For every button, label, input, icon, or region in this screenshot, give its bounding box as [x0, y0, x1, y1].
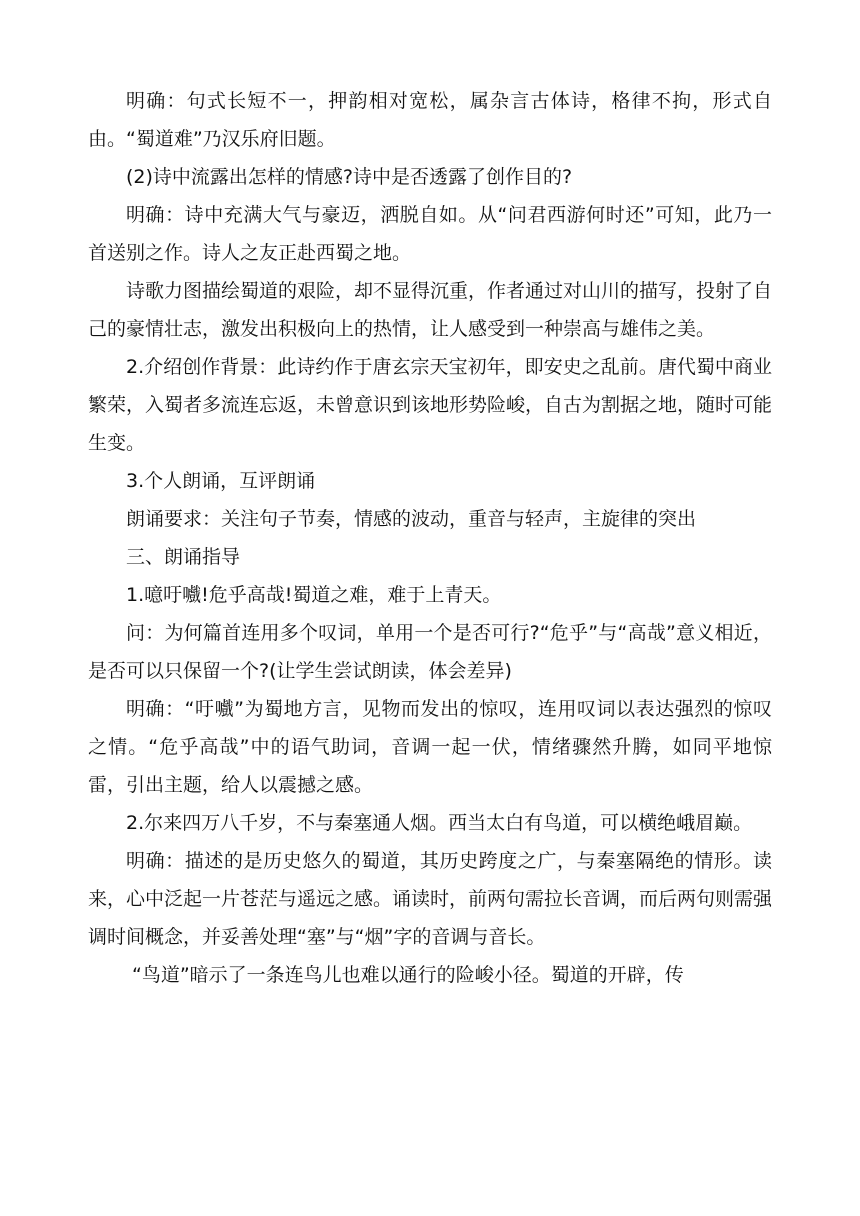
paragraph-line-1: 1.噫吁嚱!危乎高哉!蜀道之难，难于上青天。 — [126, 584, 502, 606]
paragraph-poem-description: 诗歌力图描绘蜀道的艰险，却不显得沉重，作者通过对山川的描写，投射了自己的豪情壮志，激发出积极向上的热情，让人感受到一种崇高与雄伟之美。 — [88, 280, 773, 340]
paragraph-line-2: 2.尔来四万八千岁，不与秦塞通人烟。西当太白有鸟道，可以横绝峨眉巅。 — [126, 812, 753, 834]
paragraph-history-answer: 明确：描述的是历史悠久的蜀道，其历史跨度之广，与秦塞隔绝的情形。读来，心中泛起一片苍茫与遥远之感。诵读时，前两句需拉长音调，而后两句则需强调时间概念，并妥善处理“塞”与“烟”字的音调与音长。 — [88, 850, 773, 948]
section-heading-guidance: 三、朗诵指导 — [126, 546, 241, 568]
paragraph-background: 2.介绍创作背景：此诗约作于唐玄宗天宝初年，即安史之乱前。唐代蜀中商业繁荣，入蜀者多流连忘返，未曾意识到该地形势险峻，自古为割据之地，随时可能生变。 — [88, 356, 773, 454]
paragraph-question-2: (2)诗中流露出怎样的情感?诗中是否透露了创作目的? — [126, 166, 573, 188]
paragraph-recitation: 3.个人朗诵，互评朗诵 — [126, 470, 316, 492]
paragraph-form-note: 明确：句式长短不一，押韵相对宽松，属杂言古体诗，格律不拘，形式自由。“蜀道难”乃汉乐府旧题。 — [88, 90, 772, 150]
paragraph-interjection-answer: 明确：“吁嚱”为蜀地方言，见物而发出的惊叹，连用叹词以表达强烈的惊叹之情。“危乎高哉”中的语气助词，音调一起一伏，情绪骤然升腾，如同平地惊雷，引出主题，给人以震撼之感。 — [88, 698, 772, 796]
paragraph-recitation-requirements: 朗诵要求：关注句子节奏，情感的波动，重音与轻声，主旋律的突出 — [126, 508, 697, 530]
paragraph-bird-path: “鸟道”暗示了一条连鸟儿也难以通行的险峻小径。蜀道的开辟，传 — [132, 964, 684, 986]
paragraph-question: 问：为何篇首连用多个叹词，单用一个是否可行?“危乎”与“高哉”意义相近，是否可以只保留一个?(让学生尝试朗读，体会差异) — [88, 622, 772, 682]
paragraph-emotion-answer: 明确：诗中充满大气与豪迈，洒脱自如。从“问君西游何时还”可知，此乃一首送别之作。诗人之友正赴西蜀之地。 — [88, 204, 772, 264]
body-text — [88, 82, 772, 994]
